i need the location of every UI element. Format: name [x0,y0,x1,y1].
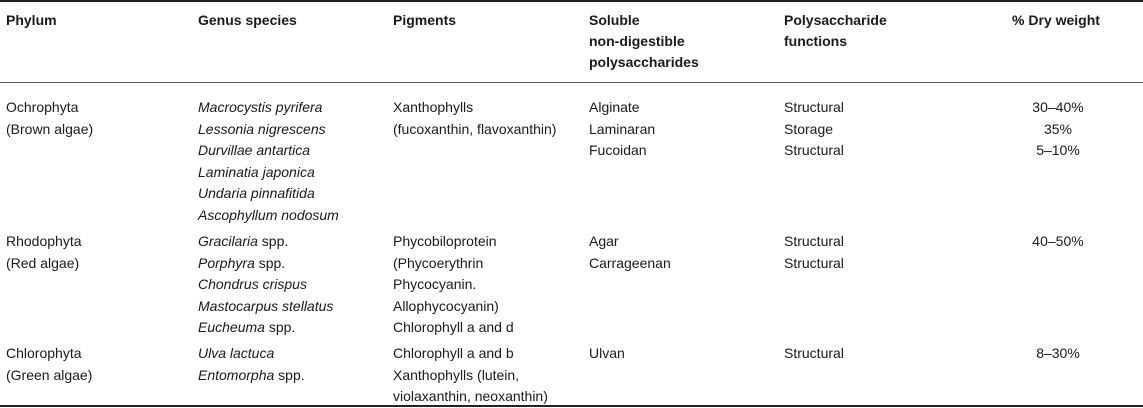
species-name: Undaria pinnafitida [198,185,315,201]
phylum-name: Chlorophyta [6,345,82,361]
species-name: Mastocarpus stellatus [198,297,334,314]
species-entry [198,343,305,365]
header-functions [784,10,887,52]
species-suffix: spp. [274,366,305,383]
species-name: Ascophyllum nodosum [198,206,339,223]
species-name: Lessonia nigrescens [198,120,326,137]
row-chlorophyta-pigments [393,343,548,408]
row-chlorophyta-phylum [6,343,92,386]
dry-weight-value: 5–10% [1036,142,1080,158]
row-chlorophyta-functions [784,343,844,365]
function-value: Structural [784,99,844,115]
species-name: Gracilaria [198,233,258,249]
species-entry [198,162,339,184]
header-func-line: functions [784,33,847,49]
species-name: Laminatia japonica [198,163,315,180]
species-entry [198,365,305,387]
header-phylum [6,10,57,31]
species-name: Porphyra [198,254,255,271]
header-dry-weight-text: % Dry weight [1012,12,1100,28]
row-ochrophyta-pigments [393,97,556,140]
row-ochrophyta-functions [784,97,844,162]
species-entry [198,296,333,318]
header-genus-species [198,10,297,31]
pigment-line: violaxanthin, neoxanthin) [393,388,548,404]
function-value: Structural [784,142,844,158]
row-ochrophyta-phylum [6,97,93,140]
species-entry [198,253,333,275]
polysaccharide-name: Fucoidan [589,142,647,158]
polysaccharide-name: Agar [589,233,619,249]
species-name: Macrocystis pyrifera [198,99,323,115]
dry-weight-value: 8–30% [1036,345,1080,361]
species-suffix: spp. [254,254,286,271]
species-entry [198,119,339,141]
header-poly-line: non-digestible [589,33,685,49]
species-entry [198,274,333,296]
header-poly-line: polysaccharides [589,54,699,70]
row-rhodophyta-functions [784,231,844,274]
header-poly-line: Soluble [589,12,640,28]
species-entry [198,231,333,253]
row-rhodophyta-phylum [6,231,82,274]
polysaccharide-name: Carrageenan [589,254,671,271]
species-name: Ulva lactuca [198,345,275,361]
header-pigments-text: Pigments [393,12,457,28]
function-value: Structural [784,345,844,361]
row-chlorophyta-dry-weight [1010,343,1106,365]
phylum-common-name: (Red algae) [6,254,80,271]
species-entry [198,317,333,339]
row-ochrophyta-polysaccharides [589,97,655,162]
header-func-line: Polysaccharide [784,12,887,28]
polysaccharide-name: Alginate [589,99,640,115]
function-value: Storage [784,120,834,137]
species-suffix: spp. [264,319,296,335]
function-value: Structural [784,233,844,249]
pigment-line: Phycobiloprotein [393,233,497,249]
dry-weight-value: 30–40% [1032,99,1084,115]
dry-weight-value: 40–50% [1032,233,1084,249]
pigment-line: Chlorophyll a and b [393,345,514,361]
header-genus-text: Genus species [198,12,297,28]
polysaccharide-name: Laminaran [589,120,656,137]
pigment-line: Phycocyanin. [393,276,477,292]
row-chlorophyta-genus [198,343,305,386]
species-entry [198,205,339,227]
species-name: Chondrus crispus [198,276,307,292]
row-rhodophyta-polysaccharides [589,231,671,274]
row-rhodophyta-genus [198,231,333,339]
phylum-common-name: (Green algae) [6,366,93,383]
pigment-line: Allophycocyanin) [393,297,499,314]
row-ochrophyta-dry-weight [1010,97,1106,162]
function-value: Structural [784,254,844,271]
pigment-line: Xanthophylls [393,99,474,115]
row-rhodophyta-dry-weight [1010,231,1106,253]
table-top-rule [0,0,1143,2]
species-entry [198,183,339,205]
species-entry [198,97,339,119]
row-rhodophyta-pigments [393,231,514,339]
pigment-line: (Phycoerythrin [393,254,484,271]
dry-weight-value: 35% [1043,120,1073,137]
species-name: Eucheuma [198,319,265,335]
header-polysaccharides [589,10,699,73]
species-name: Entomorpha [198,366,275,383]
row-ochrophyta-genus [198,97,339,226]
pigment-line: Xanthophylls (lutein, [393,366,520,383]
phylum-name: Ochrophyta [6,99,79,115]
species-suffix: spp. [257,233,289,249]
header-dry-weight [1000,10,1112,31]
phylum-common-name: (Brown algae) [6,120,94,137]
polysaccharide-name: Ulvan [589,345,625,361]
pigment-line: (fucoxanthin, flavoxanthin) [393,120,557,137]
header-pigments [393,10,456,31]
row-chlorophyta-polysaccharides [589,343,625,365]
species-entry [198,140,339,162]
pigment-line: Chlorophyll a and d [393,319,514,335]
header-rule [0,82,1143,83]
phylum-name: Rhodophyta [6,233,82,249]
species-name: Durvillae antartica [198,142,311,158]
header-phylum-text: Phylum [6,12,57,28]
